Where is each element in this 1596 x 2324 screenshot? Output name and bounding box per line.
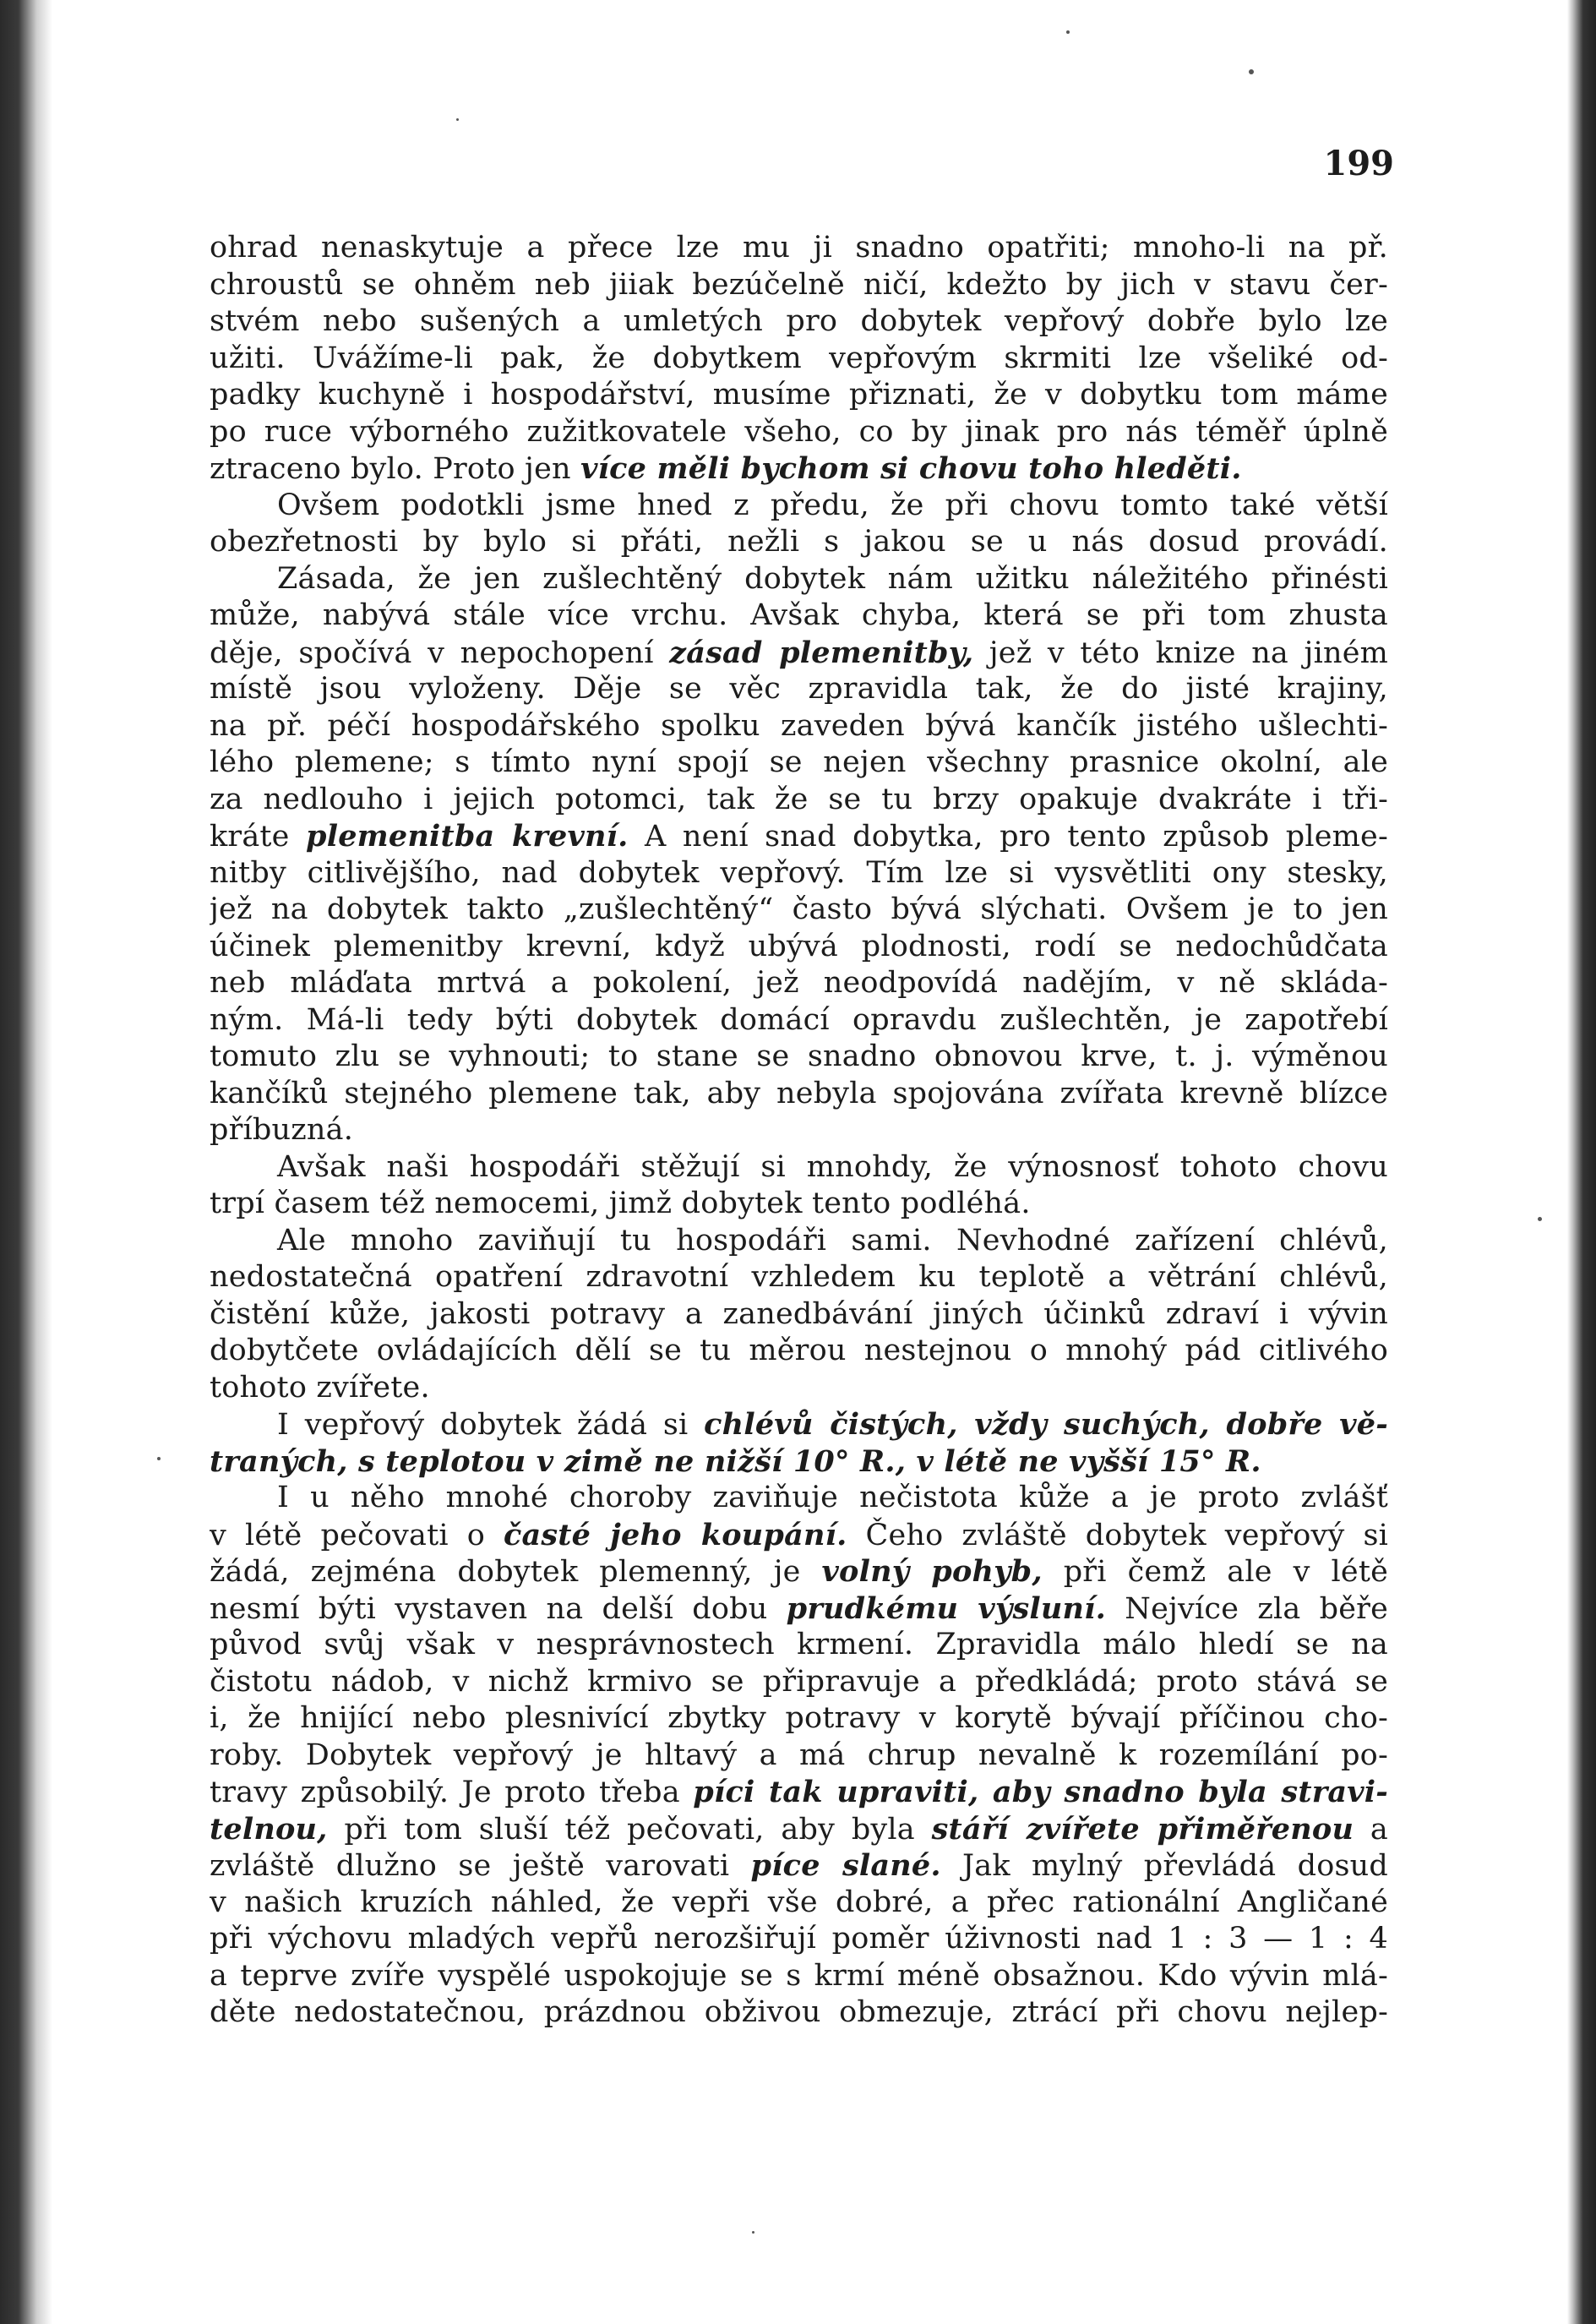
text-span: I vepřový dobytek žádá si xyxy=(277,1408,705,1442)
text-span: původ svůj však v nesprávnostech krmení. Zpravidla málo hledí se na xyxy=(210,1628,1388,1661)
text-line xyxy=(210,414,1388,451)
text-line xyxy=(210,635,1388,672)
text-line xyxy=(210,303,1388,341)
text-span: žádá, zejména dobytek plemenný, je xyxy=(210,1555,822,1589)
text-line xyxy=(210,929,1388,966)
text-line xyxy=(210,230,1388,267)
text-span: užiti. Uvážíme-li pak, že dobytkem vepřovým skrmiti lze všeliké od- xyxy=(210,341,1388,375)
text-line xyxy=(210,671,1388,708)
text-line xyxy=(210,1700,1388,1738)
text-line xyxy=(210,1223,1388,1260)
text-line xyxy=(210,1186,1388,1223)
text-line xyxy=(210,1774,1388,1811)
text-span: kráte xyxy=(210,820,307,854)
text-span: při čemž ale v létě xyxy=(1042,1555,1388,1589)
text-line xyxy=(210,1480,1388,1517)
emphasis-text: časté jeho koupání. xyxy=(504,1517,847,1552)
text-line xyxy=(210,1664,1388,1701)
text-span: v létě pečovati o xyxy=(210,1518,504,1552)
text-span: padky kuchyně i hospodářství, musíme přiznati, že v dobytku tom máme xyxy=(210,378,1388,412)
emphasis-text: stáří zvířete přiměřenou xyxy=(931,1811,1354,1847)
text-span: i, že hnijící nebo plesnivící zbytky potravy v korytě bývají příčinou cho- xyxy=(210,1701,1388,1735)
emphasis-text: telnou, xyxy=(210,1811,328,1847)
text-span: stvém nebo sušených a umletých pro dobytek vepřový dobře bylo lze xyxy=(210,304,1388,338)
text-span: při výchovu mladých vepřů nerozšiřují poměr úživnosti nad 1 : 3 — 1 : 4 xyxy=(210,1922,1388,1956)
text-span: roby. Dobytek vepřový je hltavý a má chrup nevalně k rozemílání po- xyxy=(210,1738,1388,1772)
text-span: I u něho mnohé choroby zaviňuje nečistota kůže a je proto zvlášť xyxy=(277,1481,1388,1514)
text-span: trpí časem též nemocemi, jimž dobytek tento podléhá. xyxy=(210,1187,1031,1220)
text-span: čistotu nádob, v nichž krmivo se připravuje a předkládá; proto stává se xyxy=(210,1664,1388,1699)
text-line xyxy=(210,965,1388,1002)
text-span: Ale mnoho zaviňují tu hospodáři sami. Nevhodné zařízení chlévů, xyxy=(277,1223,1388,1257)
scan-speck xyxy=(1066,30,1070,34)
text-span: jež na dobytek takto „zušlechtěný“ často bývá slýchati. Ovšem je to jen xyxy=(210,892,1388,926)
text-span: lého plemene; s tímto nyní spojí se nejen všechny prasnice okolní, ale xyxy=(210,745,1388,779)
text-span: neb mláďata mrtvá a pokolení, jež neodpovídá nadějím, v ně skláda- xyxy=(210,966,1388,1000)
text-line xyxy=(210,1958,1388,1995)
text-span: jež v této knize na jiném xyxy=(973,636,1388,670)
text-span: Nejvíce zla běře xyxy=(1106,1591,1388,1626)
text-line xyxy=(210,1847,1388,1885)
text-span: může, nabývá stále více vrchu. Avšak chyba, která se při tom zhusta xyxy=(210,598,1388,632)
text-line xyxy=(210,597,1388,635)
text-span: kančíků stejného plemene tak, aby nebyla spojována zvířata krevně blízce xyxy=(210,1076,1388,1110)
text-span: účinek plemenitby krevní, když ubývá plodnosti, rodí se nedochůdčata xyxy=(210,929,1388,963)
text-line xyxy=(210,708,1388,745)
text-span: v našich kruzích náhled, že vepři vše dobré, a přec rationální Angličané xyxy=(210,1885,1388,1919)
text-line xyxy=(210,1994,1388,2032)
text-line xyxy=(210,892,1388,929)
text-span: Jak mylný převládá dosud xyxy=(940,1849,1388,1883)
text-span: po ruce výborného zužitkovatele všeho, co by jinak pro nás téměř úplně xyxy=(210,414,1388,449)
text-line xyxy=(210,488,1388,525)
emphasis-text: traných, s teplotou v zimě ne nižší 10° R., v létě ne vyšší 15° R. xyxy=(210,1443,1261,1479)
text-span: A není snad dobytka, pro tento způsob pleme- xyxy=(628,820,1388,854)
text-span: na př. péčí hospodářského spolku zaveden bývá kančík jistého ušlechti- xyxy=(210,708,1388,743)
scan-speck xyxy=(157,1457,161,1460)
emphasis-text: plemenitba krevní. xyxy=(306,819,629,854)
text-span: a xyxy=(1354,1812,1388,1847)
text-span: tomuto zlu se vyhnouti; to stane se snadno obnovou krve, t. j. výměnou xyxy=(210,1039,1388,1073)
emphasis-text: volný pohyb, xyxy=(821,1554,1043,1589)
emphasis-text: píci tak upraviti, aby snadno byla stravi- xyxy=(693,1775,1388,1809)
text-line xyxy=(210,377,1388,414)
text-line xyxy=(210,1002,1388,1039)
text-span: a teprve zvíře vyspělé uspokojuje se s krmí méně obsažnou. Kdo vývin mlá- xyxy=(210,1958,1388,1993)
text-span: děte nedostatečnou, prázdnou obživou obmezuje, ztrácí při chovu nejlep- xyxy=(210,1995,1388,2029)
text-line xyxy=(210,1149,1388,1187)
text-line xyxy=(210,1259,1388,1296)
text-line xyxy=(210,267,1388,304)
text-line xyxy=(210,341,1388,378)
text-span: za nedlouho i jejich potomci, tak že se tu brzy opakuje dvakráte i tři- xyxy=(210,782,1388,816)
text-span: nitby citlivějšího, nad dobytek vepřový. Tím lze si vysvětliti ony stesky, xyxy=(210,855,1388,890)
text-line xyxy=(210,1590,1388,1628)
text-line xyxy=(210,1039,1388,1076)
text-line xyxy=(210,1921,1388,1958)
text-line xyxy=(210,1738,1388,1775)
emphasis-text: prudkému výsluní. xyxy=(786,1590,1107,1626)
emphasis-text: píce slané. xyxy=(750,1848,941,1883)
text-line xyxy=(210,818,1388,855)
scan-speck xyxy=(456,118,459,121)
scan-speck xyxy=(752,2231,754,2234)
text-line xyxy=(210,1811,1388,1848)
text-span: Ovšem podotkli jsme hned z předu, že při chovu tomto také větší xyxy=(277,488,1388,522)
text-span: ohrad nenaskytuje a přece lze mu ji snadno opatřiti; mnoho-li na př. xyxy=(210,231,1388,265)
text-line xyxy=(210,450,1388,488)
text-span: ztraceno bylo. Proto jen xyxy=(210,452,581,486)
text-line xyxy=(210,1885,1388,1922)
text-line xyxy=(210,1443,1388,1481)
text-line xyxy=(210,855,1388,892)
text-line xyxy=(210,1333,1388,1370)
page-number: 199 xyxy=(1323,144,1394,183)
text-line xyxy=(210,745,1388,782)
text-line xyxy=(210,1296,1388,1334)
text-line xyxy=(210,1517,1388,1554)
text-line xyxy=(210,1076,1388,1113)
emphasis-text: chlévů čistých, vždy suchých, dobře vě- xyxy=(704,1407,1388,1442)
text-span: obezřetnosti by bylo si přáti, nežli s jakou se u nás dosud provádí. xyxy=(210,525,1388,559)
text-line xyxy=(210,1406,1388,1443)
text-span: čistění kůže, jakosti potravy a zanedbávání jiných účinků zdraví i vývin xyxy=(210,1296,1388,1331)
text-span: Avšak naši hospodáři stěžují si mnohdy, že výnosnosť tohoto chovu xyxy=(277,1149,1388,1184)
text-span: travy způsobilý. Je proto třeba xyxy=(210,1776,694,1809)
text-span: nedostatečná opatření zdravotní vzhledem ku teplotě a větrání chlévů, xyxy=(210,1260,1388,1294)
text-span: ným. Má-li tedy býti dobytek domácí opravdu zušlechtěn, je zapotřebí xyxy=(210,1002,1388,1037)
text-span: místě jsou vyloženy. Děje se věc zpravidla tak, že do jisté krajiny, xyxy=(210,672,1388,706)
text-span: děje, spočívá v nepochopení xyxy=(210,636,670,670)
text-span: dobytčete ovládajících dělí se tu měrou nestejnou o mnohý pád citlivého xyxy=(210,1334,1388,1367)
text-line xyxy=(210,782,1388,819)
scan-speck xyxy=(1249,69,1254,74)
text-span: Čeho zvláště dobytek vepřový si xyxy=(847,1518,1388,1552)
body-text xyxy=(210,230,1388,2032)
text-span: příbuzná. xyxy=(210,1113,354,1147)
text-span: Zásada, že jen zušlechtěný dobytek nám užitku náležitého přinésti xyxy=(277,561,1388,596)
emphasis-text: více měli bychom si chovu toho hleděti. xyxy=(580,451,1242,486)
scan-speck xyxy=(1538,1217,1542,1221)
text-line xyxy=(210,1553,1388,1590)
text-line xyxy=(210,1370,1388,1407)
text-span: při tom sluší též pečovati, aby byla xyxy=(327,1812,932,1847)
scan-edge-right xyxy=(1567,0,1596,2324)
text-line xyxy=(210,561,1388,598)
text-line xyxy=(210,1627,1388,1664)
text-span: chroustů se ohněm neb jiiak bezúčelně ničí, kdežto by jich v stavu čer- xyxy=(210,267,1388,302)
emphasis-text: zásad plemenitby, xyxy=(669,635,974,670)
text-line xyxy=(210,524,1388,561)
text-span: tohoto zvířete. xyxy=(210,1370,430,1405)
scan-edge-left xyxy=(0,0,52,2324)
text-line xyxy=(210,1112,1388,1149)
text-span: nesmí býti vystaven na delší dobu xyxy=(210,1591,787,1626)
text-span: zvláště dlužno se ještě varovati xyxy=(210,1849,751,1883)
